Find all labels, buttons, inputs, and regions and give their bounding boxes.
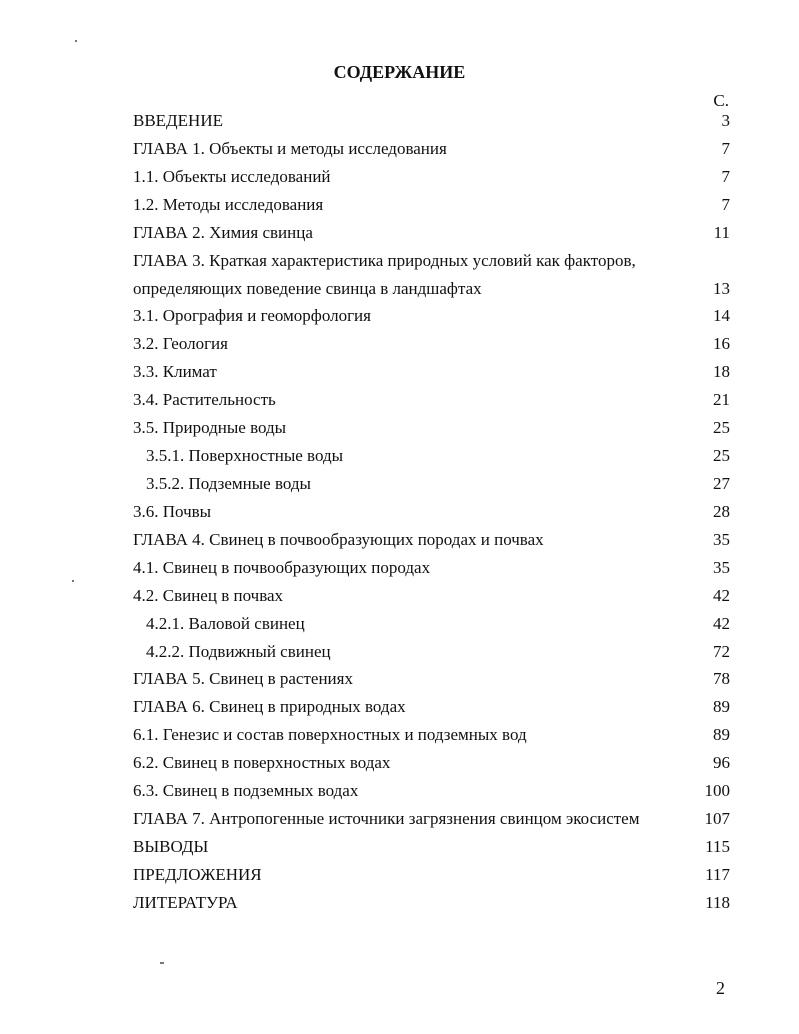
toc-entry-title: 3.5.2. Подземные воды [146, 473, 311, 493]
toc-entry-page: 13 [713, 278, 730, 298]
table-of-contents [133, 107, 730, 917]
scan-speck [160, 962, 164, 964]
toc-entry-title: ПРЕДЛОЖЕНИЯ [133, 864, 262, 884]
toc-entry-page: 72 [713, 641, 730, 661]
toc-entry-title: 3.4. Растительность [133, 390, 276, 410]
toc-entry [133, 498, 730, 526]
toc-entry-page: 7 [721, 194, 730, 214]
page-title: СОДЕРЖАНИЕ [333, 62, 466, 82]
toc-entry [133, 749, 730, 777]
toc-entry-page: 100 [704, 781, 730, 801]
toc-entry-title: 4.2. Свинец в почвах [133, 585, 284, 605]
page-number: 2 [716, 978, 725, 998]
toc-entry [133, 414, 730, 442]
toc-entry-title: 3.3. Климат [133, 362, 217, 382]
toc-entry [133, 163, 730, 191]
toc-entry-title: ГЛАВА 1. Объекты и методы исследования [133, 138, 447, 158]
toc-entry-page: 78 [713, 669, 730, 689]
toc-entry-title: 6.3. Свинец в подземных водах [133, 781, 359, 801]
toc-entry [133, 693, 730, 721]
toc-entry-page: 3 [721, 111, 730, 130]
toc-entry [133, 889, 730, 917]
toc-entry [133, 665, 730, 693]
toc-entry-page: 42 [713, 613, 730, 633]
toc-entry-title: ГЛАВА 5. Свинец в растениях [133, 669, 353, 689]
toc-entry [133, 219, 730, 247]
toc-entry [133, 833, 730, 861]
toc-entry-title: 4.2.1. Валовой свинец [146, 613, 305, 633]
toc-entry [133, 582, 730, 610]
toc-entry [133, 777, 730, 805]
toc-entry-title: ГЛАВА 4. Свинец в почвообразующих породах и почвах [133, 529, 544, 549]
toc-entry-page: 16 [713, 334, 730, 354]
toc-entry [133, 638, 730, 666]
toc-entry [133, 805, 730, 833]
toc-entry-page: 89 [713, 697, 730, 717]
toc-entry-title: 3.1. Орография и геоморфология [133, 306, 371, 326]
toc-entry-page: 27 [713, 473, 730, 493]
toc-entry [133, 721, 730, 749]
scan-speck [75, 40, 77, 42]
toc-entry-page: 107 [704, 809, 730, 829]
toc-entry [133, 330, 730, 358]
toc-entry [133, 386, 730, 414]
toc-entry-page: 14 [713, 306, 730, 326]
toc-entry-page: 25 [713, 446, 730, 466]
toc-entry [133, 554, 730, 582]
toc-entry-page: 117 [705, 864, 730, 884]
toc-entry [133, 442, 730, 470]
toc-entry-page: 35 [713, 529, 730, 549]
toc-entry-title: 1.1. Объекты исследований [133, 166, 331, 186]
toc-entry-title: ГЛАВА 7. Антропогенные источники загрязнения свинцом экосистем [133, 809, 640, 829]
toc-entry-page: 42 [713, 585, 730, 605]
toc-entry-title: определяющих поведение свинца в ландшафтах [133, 278, 482, 298]
toc-entry-title: 3.2. Геология [133, 334, 228, 354]
toc-entry [133, 107, 730, 135]
toc-entry-page: 35 [713, 557, 730, 577]
toc-entry-title: 3.5. Природные воды [133, 418, 287, 438]
page-column-label: С. [713, 91, 729, 110]
toc-entry [133, 470, 730, 498]
toc-entry-title: 3.5.1. Поверхностные воды [146, 446, 344, 466]
toc-entry [133, 302, 730, 330]
toc-entry-title: 6.1. Генезис и состав поверхностных и подземных вод [133, 725, 527, 745]
toc-entry [133, 861, 730, 889]
toc-entry-title: 1.2. Методы исследования [133, 194, 324, 214]
toc-entry [133, 358, 730, 386]
toc-entry [133, 135, 730, 163]
toc-entry-page: 115 [705, 836, 730, 856]
scan-speck [72, 580, 74, 582]
toc-entry-page: 7 [721, 138, 730, 158]
toc-entry-page: 118 [705, 892, 730, 912]
toc-entry-page: 21 [713, 390, 730, 410]
toc-entry-page: 96 [713, 753, 730, 773]
toc-entry-page: 25 [713, 418, 730, 438]
toc-entry [133, 247, 730, 275]
toc-entry-page: 18 [713, 362, 730, 382]
toc-entry [133, 526, 730, 554]
toc-entry-page: 89 [713, 725, 730, 745]
toc-entry-title: ВВЕДЕНИЕ [133, 111, 223, 130]
toc-entry [133, 275, 730, 303]
toc-entry-title: ГЛАВА 2. Химия свинца [133, 222, 313, 242]
toc-entry-page: 11 [713, 222, 730, 242]
toc-entry-title: 4.1. Свинец в почвообразующих породах [133, 557, 431, 577]
toc-entry-page: 7 [721, 166, 730, 186]
toc-entry-title: 4.2.2. Подвижный свинец [146, 641, 331, 661]
toc-entry-title: ГЛАВА 6. Свинец в природных водах [133, 697, 406, 717]
toc-entry-title: 3.6. Почвы [133, 501, 212, 521]
toc-entry [133, 610, 730, 638]
toc-entry-title: ВЫВОДЫ [133, 836, 209, 856]
toc-entry [133, 191, 730, 219]
toc-entry-page: 28 [713, 501, 730, 521]
toc-entry-title: ЛИТЕРАТУРА [133, 892, 238, 912]
toc-entry-title: 6.2. Свинец в поверхностных водах [133, 753, 391, 773]
toc-entry-title: ГЛАВА 3. Краткая характеристика природных условий как факторов, [133, 250, 636, 270]
